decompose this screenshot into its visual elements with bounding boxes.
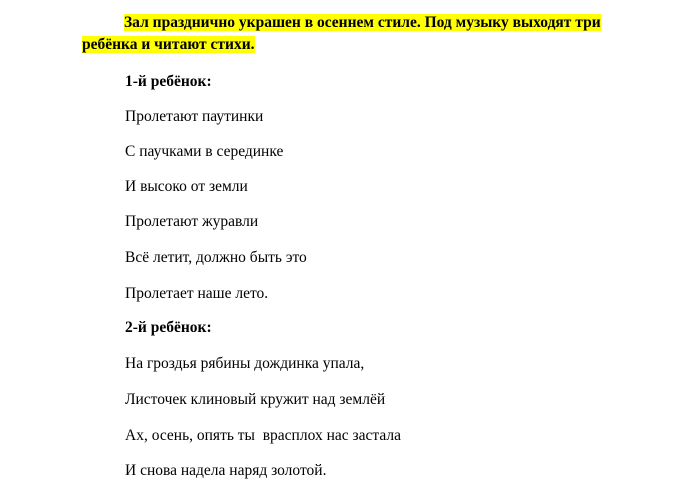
poem-line: Всё летит, должно быть это [125, 249, 307, 266]
intro-highlight-line-1: Зал празднично украшен в осеннем стиле. Под музыку выходят три [124, 14, 601, 31]
poem-line: Ах, осень, опять ты врасплох нас застала [125, 427, 401, 444]
poem-line: Пролетают паутинки [125, 108, 264, 125]
poem-line: И снова надела наряд золотой. [125, 462, 327, 479]
poem-line: Листочек клиновый кружит над землёй [125, 391, 386, 408]
poem-line: Пролетают журавли [125, 213, 259, 230]
speaker-heading-2: 2-й ребёнок: [125, 319, 212, 336]
poem-line: На гроздья рябины дождинка упала, [125, 355, 365, 372]
speaker-heading-1: 1-й ребёнок: [125, 73, 212, 90]
poem-line: Пролетает наше лето. [125, 285, 269, 302]
poem-line: И высоко от земли [125, 178, 248, 195]
poem-line: С паучками в серединке [125, 143, 284, 160]
intro-highlight-line-2: ребёнка и читают стихи. [82, 36, 255, 53]
intro-paragraph [82, 12, 682, 56]
